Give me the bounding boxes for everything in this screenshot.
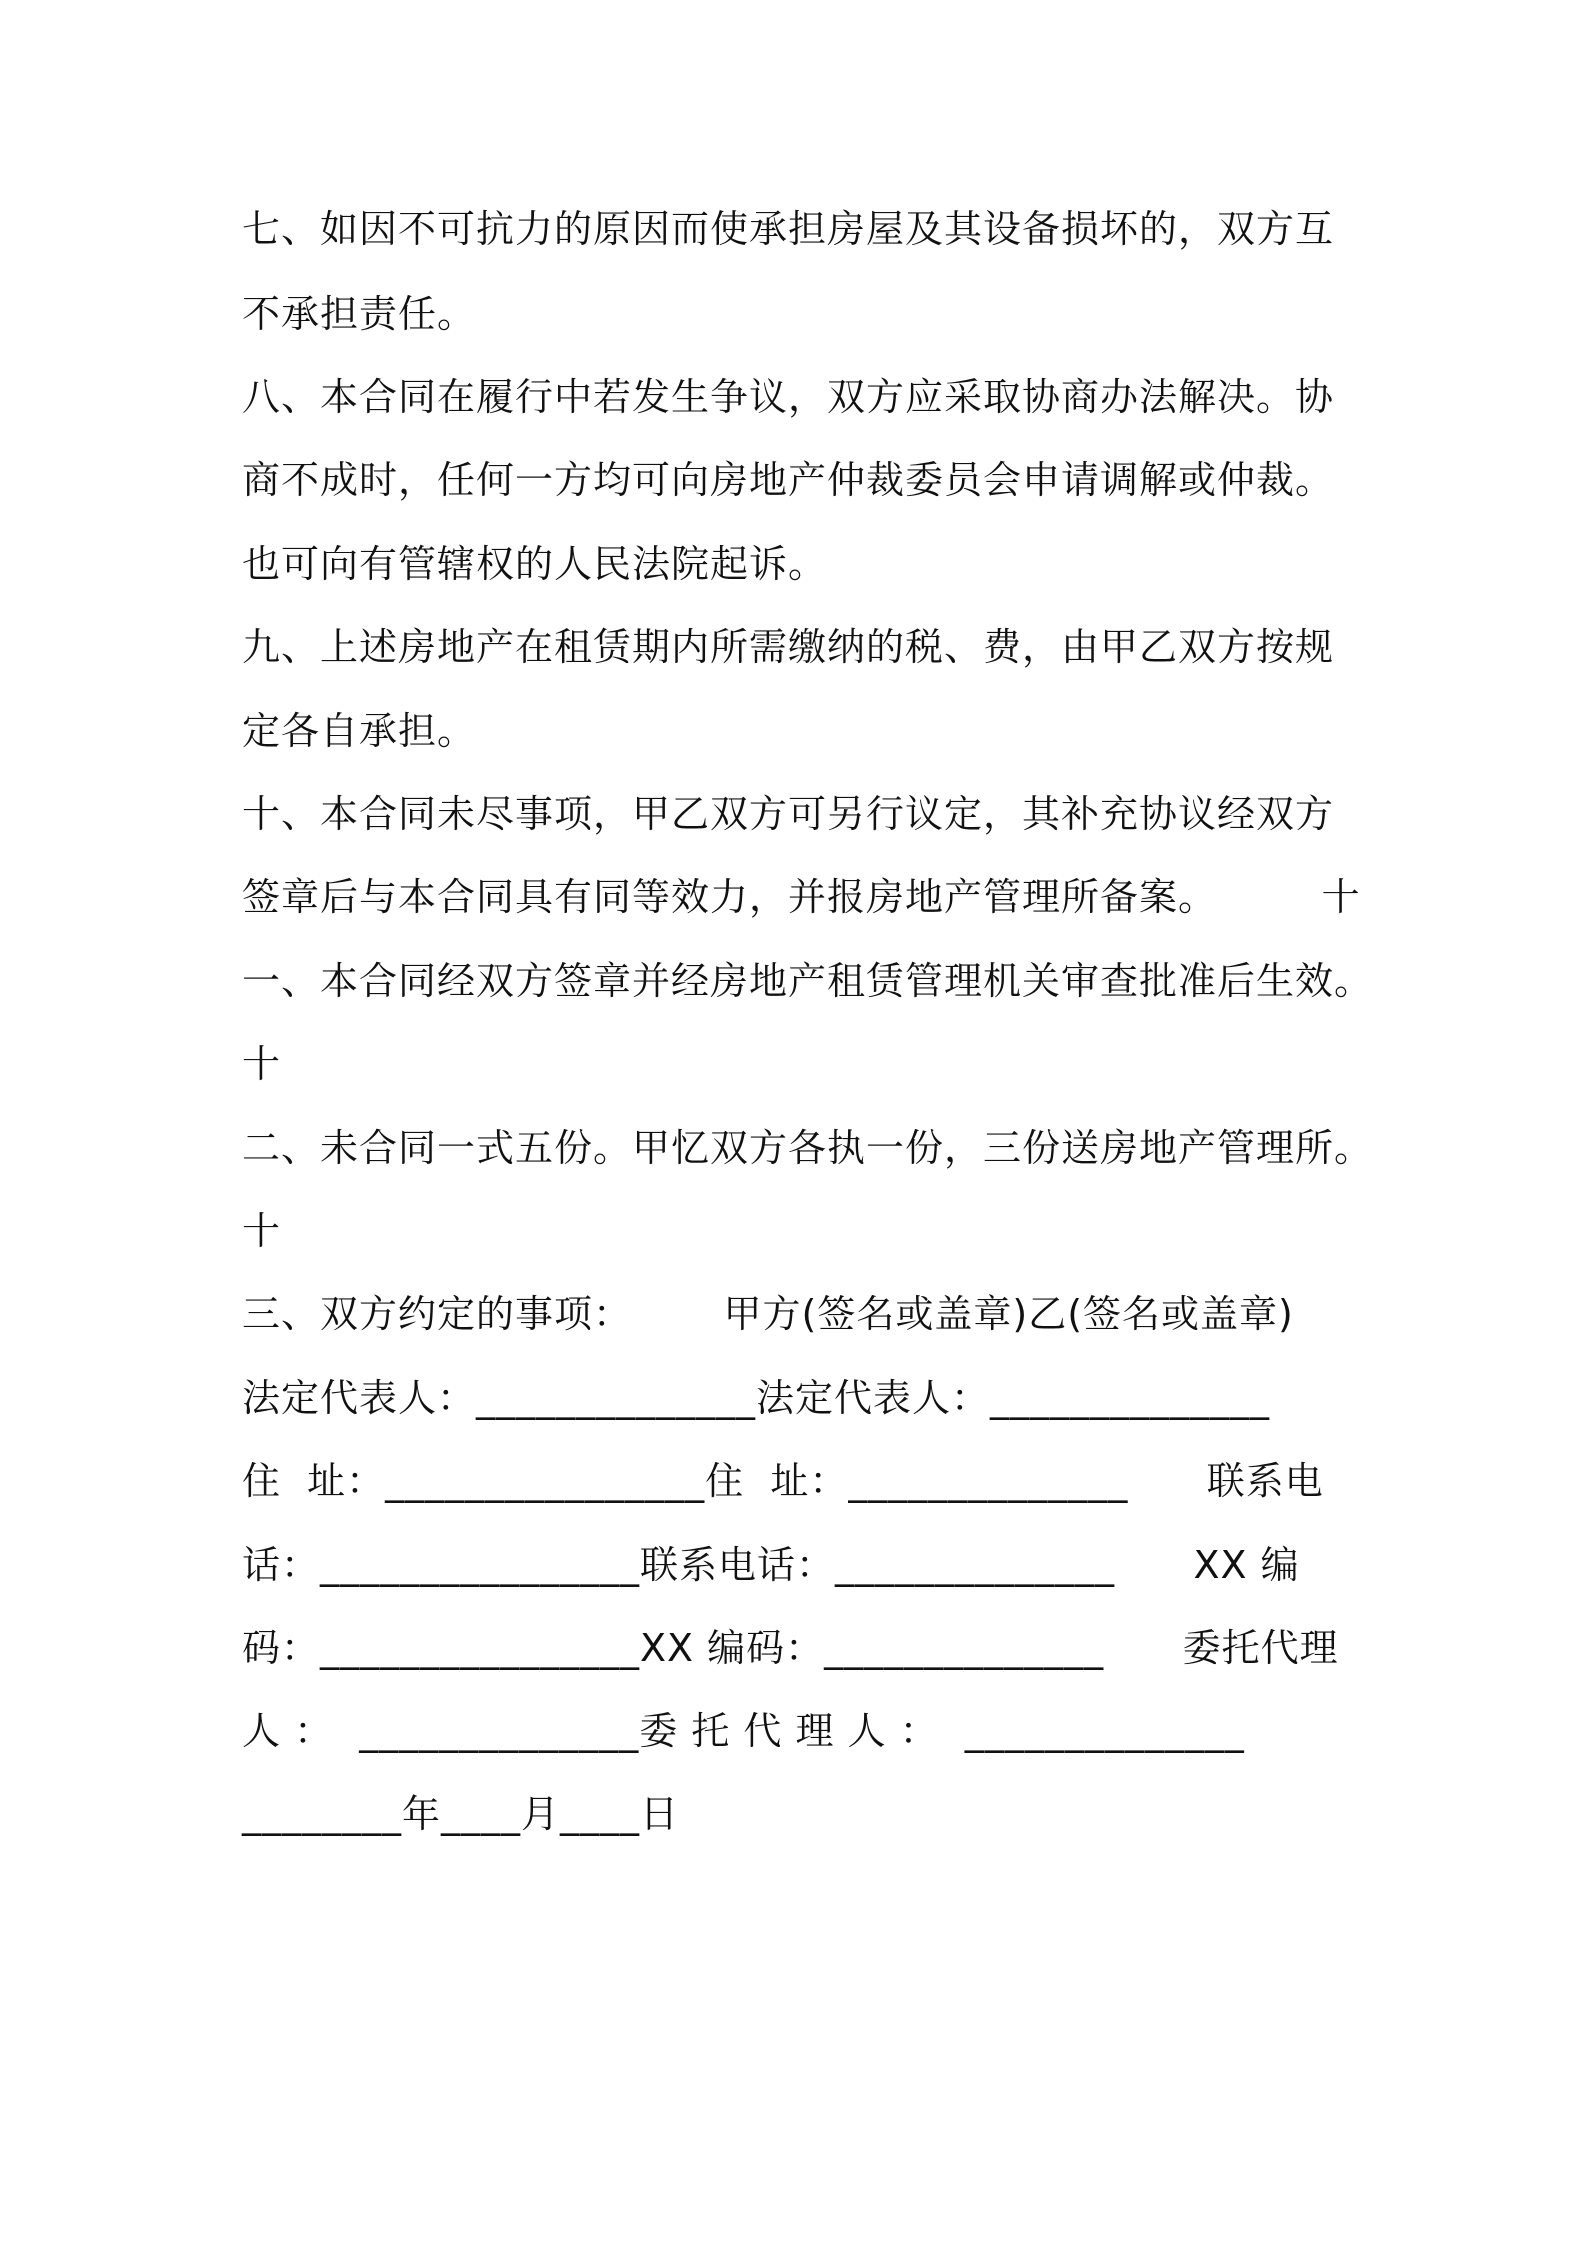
signature-line-legal-rep: 法定代表人：______________法定代表人：______________	[242, 1376, 1271, 1420]
contract-line-10: 一、本合同经双方签章并经房地产租赁管理机关审查批准后生效。	[242, 959, 1374, 1003]
contract-line-6: 九、上述房地产在租赁期内所需缴纳的税、费，由甲乙双方按规	[242, 625, 1335, 669]
signature-line-code: 码：________________XX 编码：______________ 委托代理	[242, 1626, 1339, 1670]
signature-line-phone: 话：________________联系电话：______________ XX 编	[242, 1543, 1300, 1587]
contract-line-14: 三、双方约定的事项： 甲方(签名或盖章)乙(签名或盖章)	[242, 1292, 1294, 1336]
date-line: ________年____月____日	[242, 1792, 680, 1836]
contract-line-7: 定各自承担。	[242, 709, 477, 753]
contract-line-4: 商不成时，任何一方均可向房地产仲裁委员会申请调解或仲裁。	[242, 458, 1335, 502]
contract-line-3: 八、本合同在履行中若发生争议，双方应采取协商办法解决。协	[242, 375, 1335, 419]
contract-line-12: 二、未合同一式五份。甲忆双方各执一份，三份送房地产管理所。	[242, 1126, 1374, 1170]
contract-line-1: 七、如因不可抗力的原因而使承担房屋及其设备损坏的，双方互	[242, 207, 1335, 251]
contract-line-2: 不承担责任。	[242, 292, 477, 336]
signature-line-agent: 人 ： ______________委 托 代 理 人 ： ______________	[242, 1709, 1245, 1753]
contract-line-13: 十	[242, 1209, 282, 1253]
contract-line-9: 签章后与本合同具有同等效力，并报房地产管理所备案。 十	[242, 875, 1361, 919]
contract-line-5: 也可向有管辖权的人民法院起诉。	[242, 542, 828, 586]
signature-line-address: 住 址：________________住 址：______________ 联系电	[242, 1459, 1324, 1503]
contract-line-11: 十	[242, 1042, 282, 1086]
contract-line-8: 十、本合同未尽事项，甲乙双方可另行议定，其补充协议经双方	[242, 792, 1335, 836]
